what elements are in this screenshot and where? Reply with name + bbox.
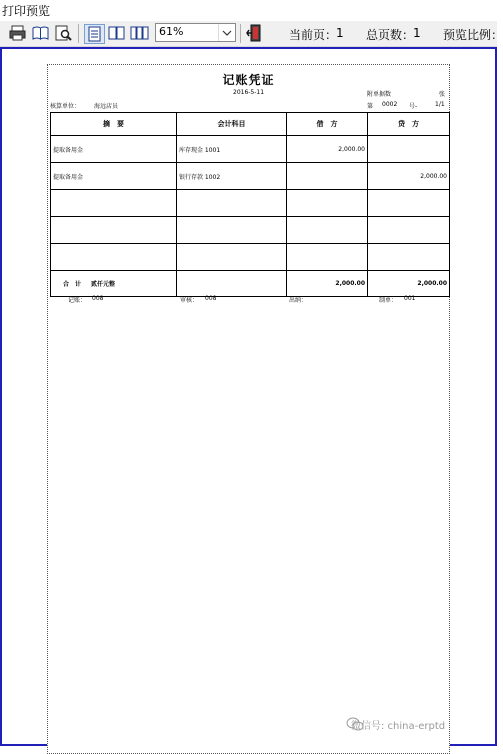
row-summary <box>51 217 177 244</box>
chevron-down-icon[interactable] <box>218 24 235 41</box>
table-row <box>51 163 450 190</box>
watermark-text: 微信号: china-erptd <box>351 721 446 732</box>
row-debit <box>287 244 368 271</box>
zoom-value: 61% <box>159 25 184 38</box>
voucher-page <box>47 64 450 754</box>
total-label: 合 计 <box>62 281 81 288</box>
attach-label: 附单据数 <box>367 91 392 98</box>
row-credit <box>368 217 450 244</box>
voucher-no-suffix: 号- <box>409 103 418 110</box>
zoom-page-icon[interactable] <box>54 24 73 42</box>
window-title: 打印预览 <box>0 0 499 20</box>
total-pages-value: 1 <box>413 26 421 40</box>
maker-value: 001 <box>404 295 416 302</box>
row-account <box>177 190 287 217</box>
row-account <box>177 217 287 244</box>
unit-label: 核算单位： <box>50 103 81 110</box>
table-row <box>51 217 450 244</box>
row-credit: 2,000.00 <box>368 163 450 190</box>
toolbar-separator <box>240 24 241 43</box>
page-fraction: 1/1 <box>435 101 445 108</box>
zoom-select[interactable] <box>155 23 236 42</box>
row-account: 银行存款 1002 <box>177 163 287 190</box>
current-page-value: 1 <box>336 26 344 40</box>
row-summary: 提取备用金 <box>51 136 177 163</box>
multi-page-icon[interactable] <box>130 24 149 42</box>
book-icon[interactable] <box>31 24 50 42</box>
reviewer-label: 审核： <box>180 297 199 304</box>
row-debit <box>287 217 368 244</box>
row-summary <box>51 244 177 271</box>
total-row <box>51 271 450 297</box>
attach-unit: 张 <box>439 91 446 98</box>
current-page-label: 当前页： <box>289 28 338 42</box>
row-debit <box>287 163 368 190</box>
two-page-icon[interactable] <box>107 24 126 42</box>
row-summary: 提取备用金 <box>51 163 177 190</box>
maker-label: 制单： <box>379 297 398 304</box>
total-cell <box>51 271 177 297</box>
col-credit-header: 贷 方 <box>368 113 450 136</box>
bookkeeper-value: 008 <box>92 295 104 302</box>
bookkeeper-label: 记账： <box>68 297 87 304</box>
table-header-row <box>51 113 450 136</box>
reviewer-value: 008 <box>205 295 217 302</box>
toolbar <box>0 21 503 47</box>
voucher-date: 2016-5-11 <box>233 89 265 96</box>
table-row <box>51 136 450 163</box>
col-account-header: 会计科目 <box>177 113 287 136</box>
row-credit <box>368 136 450 163</box>
row-debit: 2,000.00 <box>287 136 368 163</box>
row-account: 库存现金 1001 <box>177 136 287 163</box>
row-account <box>177 244 287 271</box>
total-amount-words: 贰仟元整 <box>91 281 116 288</box>
row-credit <box>368 244 450 271</box>
row-credit <box>368 190 450 217</box>
voucher-title: 记账凭证 <box>222 73 275 87</box>
total-blank-cell <box>177 271 287 297</box>
total-credit: 2,000.00 <box>368 271 450 297</box>
total-pages-label: 总页数： <box>366 28 415 42</box>
voucher-table <box>50 112 450 297</box>
col-debit-header: 借 方 <box>287 113 368 136</box>
voucher-no: 0002 <box>382 101 398 108</box>
row-debit <box>287 190 368 217</box>
toolbar-separator <box>78 24 79 43</box>
cashier-label: 出纳： <box>289 297 308 304</box>
preview-ratio-label: 预览比例： <box>443 28 503 42</box>
voucher-no-prefix: 第 <box>367 103 374 110</box>
table-row <box>51 190 450 217</box>
printer-icon[interactable] <box>8 24 27 42</box>
single-page-icon[interactable] <box>84 24 105 44</box>
row-summary <box>51 190 177 217</box>
table-row <box>51 244 450 271</box>
total-debit: 2,000.00 <box>287 271 368 297</box>
unit-value: 海远店员 <box>94 103 119 110</box>
col-summary-header: 摘 要 <box>51 113 177 136</box>
exit-icon[interactable] <box>246 24 265 42</box>
preview-area[interactable] <box>0 47 497 746</box>
